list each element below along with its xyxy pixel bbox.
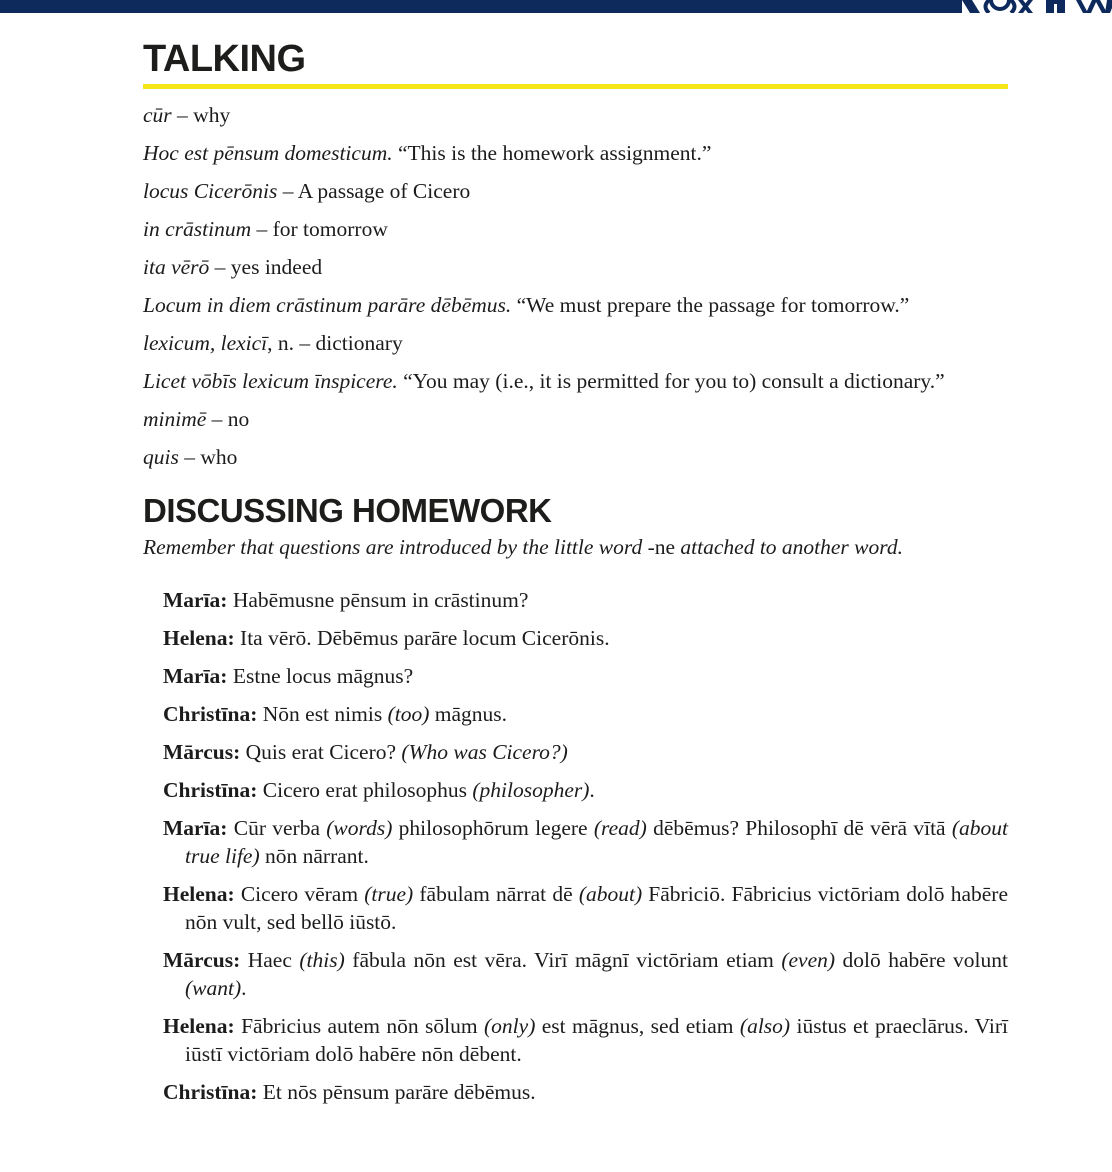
italic-text-segment: (words) — [326, 816, 393, 840]
text-segment: “We must prepare the passage for tomorrow.” — [511, 293, 910, 317]
dialogue-line — [163, 586, 1008, 614]
italic-text-segment: (also) — [739, 1014, 791, 1038]
vocab-entry — [143, 253, 1008, 281]
text-segment: – no — [206, 407, 250, 431]
text-segment: “This is the homework assignment.” — [392, 141, 712, 165]
dialogue-line — [163, 946, 1008, 1002]
speaker-name: Marīa: — [163, 588, 228, 612]
text-segment: fābulam nārrat dē — [413, 882, 579, 906]
vocab-entry — [143, 177, 1008, 205]
text-segment: māgnus. — [429, 702, 508, 726]
text-segment: . — [589, 778, 595, 802]
text-segment: “You may (i.e., it is permitted for you to) consult a dictionary.” — [397, 369, 945, 393]
dialogue-line — [163, 880, 1008, 936]
dialogue-line — [163, 700, 1008, 728]
dialogue-line — [163, 1012, 1008, 1068]
vocab-entry — [143, 101, 1008, 129]
italic-text-segment: Hoc est pēnsum domesticum. — [143, 141, 393, 165]
italic-text-segment: (Who was Cicero?) — [401, 740, 568, 764]
cropped-logo-fragment-icon — [962, 0, 1112, 13]
speaker-name: Mārcus: — [163, 948, 241, 972]
navy-bar-fill — [0, 0, 962, 13]
italic-text-segment: (philosopher) — [472, 778, 590, 802]
vocab-entry — [143, 443, 1008, 471]
italic-text-segment: (this) — [299, 948, 345, 972]
italic-text-segment: Remember that questions are introduced by the little word — [143, 535, 648, 559]
italic-text-segment: attached to another word. — [675, 535, 903, 559]
text-segment: – for tomorrow — [251, 217, 388, 241]
text-segment: Fābriciō. Fābricius victōriam dolō habēre nōn vult, sed bellō iūstō. — [185, 882, 1008, 934]
dialogue-line — [163, 624, 1008, 652]
yellow-rule — [143, 84, 1008, 89]
text-segment: Fābricius autem nōn sōlum — [241, 1014, 485, 1038]
text-segment: Habēmusne pēnsum in crāstinum? — [232, 588, 529, 612]
vocab-entry — [143, 329, 1008, 357]
dialogue-list — [163, 586, 1008, 1106]
speaker-name: Marīa: — [163, 816, 228, 840]
text-segment: fābula nōn est vēra. Virī māgnī victōriam etiam — [344, 948, 782, 972]
italic-text-segment: (too) — [387, 702, 430, 726]
italic-text-segment: (read) — [593, 816, 647, 840]
italic-text-segment: in crāstinum — [143, 217, 252, 241]
italic-text-segment: locus Cicerōnis — [143, 179, 278, 203]
italic-text-segment: (want) — [185, 976, 242, 1000]
vocab-entry — [143, 405, 1008, 433]
instruction-note — [143, 533, 1008, 561]
italic-text-segment: Licet vōbīs lexicum īnspicere. — [143, 369, 398, 393]
dialogue-line — [163, 776, 1008, 804]
text-segment: est māgnus, sed etiam — [535, 1014, 740, 1038]
italic-text-segment: (true) — [364, 882, 414, 906]
text-segment: Estne locus māgnus? — [232, 664, 414, 688]
italic-text-segment: (about true life) — [185, 816, 1009, 868]
speaker-name: Helena: — [163, 626, 235, 650]
dialogue-line — [163, 738, 1008, 766]
italic-text-segment: ita vērō — [143, 255, 210, 279]
italic-text-segment: (even) — [781, 948, 836, 972]
section-title-talking: TALKING — [143, 38, 306, 80]
text-segment: . — [241, 976, 247, 1000]
speaker-name: Helena: — [163, 882, 235, 906]
speaker-name: Marīa: — [163, 664, 228, 688]
text-segment: iūstus et praeclārus. Virī iūstī victōriam dolō habēre nōn dēbent. — [185, 1014, 1009, 1066]
italic-text-segment: Locum in diem crāstinum parāre dēbēmus. — [143, 293, 512, 317]
dialogue-line — [163, 1078, 1008, 1106]
text-segment: dēbēmus? Philosophī dē vērā vītā — [646, 816, 952, 840]
text-segment: dolō habēre volunt — [835, 948, 1009, 972]
vocab-entry — [143, 139, 1008, 167]
italic-text-segment: (about) — [578, 882, 643, 906]
text-segment: Nōn est nimis — [262, 702, 388, 726]
top-navy-bar — [0, 0, 1112, 13]
text-segment: – A passage of Cicero — [277, 179, 471, 203]
speaker-name: Christīna: — [163, 778, 258, 802]
vocab-entry — [143, 215, 1008, 243]
text-segment: Cicero vēram — [240, 882, 365, 906]
text-segment: – why — [171, 103, 231, 127]
section-title-discussing-homework: DISCUSSING HOMEWORK — [143, 492, 552, 529]
text-segment: Cūr verba — [233, 816, 327, 840]
text-segment: – who — [178, 445, 238, 469]
italic-text-segment: cūr — [143, 103, 172, 127]
text-segment: Et nōs pēnsum parāre dēbēmus. — [262, 1080, 536, 1104]
text-segment: Cicero erat philosophus — [262, 778, 473, 802]
text-segment: Haec — [247, 948, 300, 972]
speaker-name: Christīna: — [163, 702, 258, 726]
speaker-name: Mārcus: — [163, 740, 241, 764]
text-segment: nōn nārrant. — [259, 844, 369, 868]
vocab-entry — [143, 367, 1008, 395]
italic-text-segment: lexicum, lexicī — [143, 331, 268, 355]
italic-text-segment: minimē — [143, 407, 207, 431]
dialogue-line — [163, 662, 1008, 690]
page-content — [143, 13, 1008, 1116]
text-segment: , n. – dictionary — [267, 331, 403, 355]
vocab-list — [143, 101, 1008, 471]
text-segment: Ita vērō. Dēbēmus parāre locum Cicerōnis. — [240, 626, 610, 650]
italic-text-segment: (only) — [484, 1014, 536, 1038]
text-segment: – yes indeed — [209, 255, 323, 279]
text-segment: Quis erat Cicero? — [245, 740, 402, 764]
text-segment: -ne — [647, 535, 676, 559]
dialogue-line — [163, 814, 1008, 870]
speaker-name: Christīna: — [163, 1080, 258, 1104]
text-segment: philosophōrum legere — [392, 816, 594, 840]
italic-text-segment: quis — [143, 445, 179, 469]
speaker-name: Helena: — [163, 1014, 235, 1038]
vocab-entry — [143, 291, 1008, 319]
